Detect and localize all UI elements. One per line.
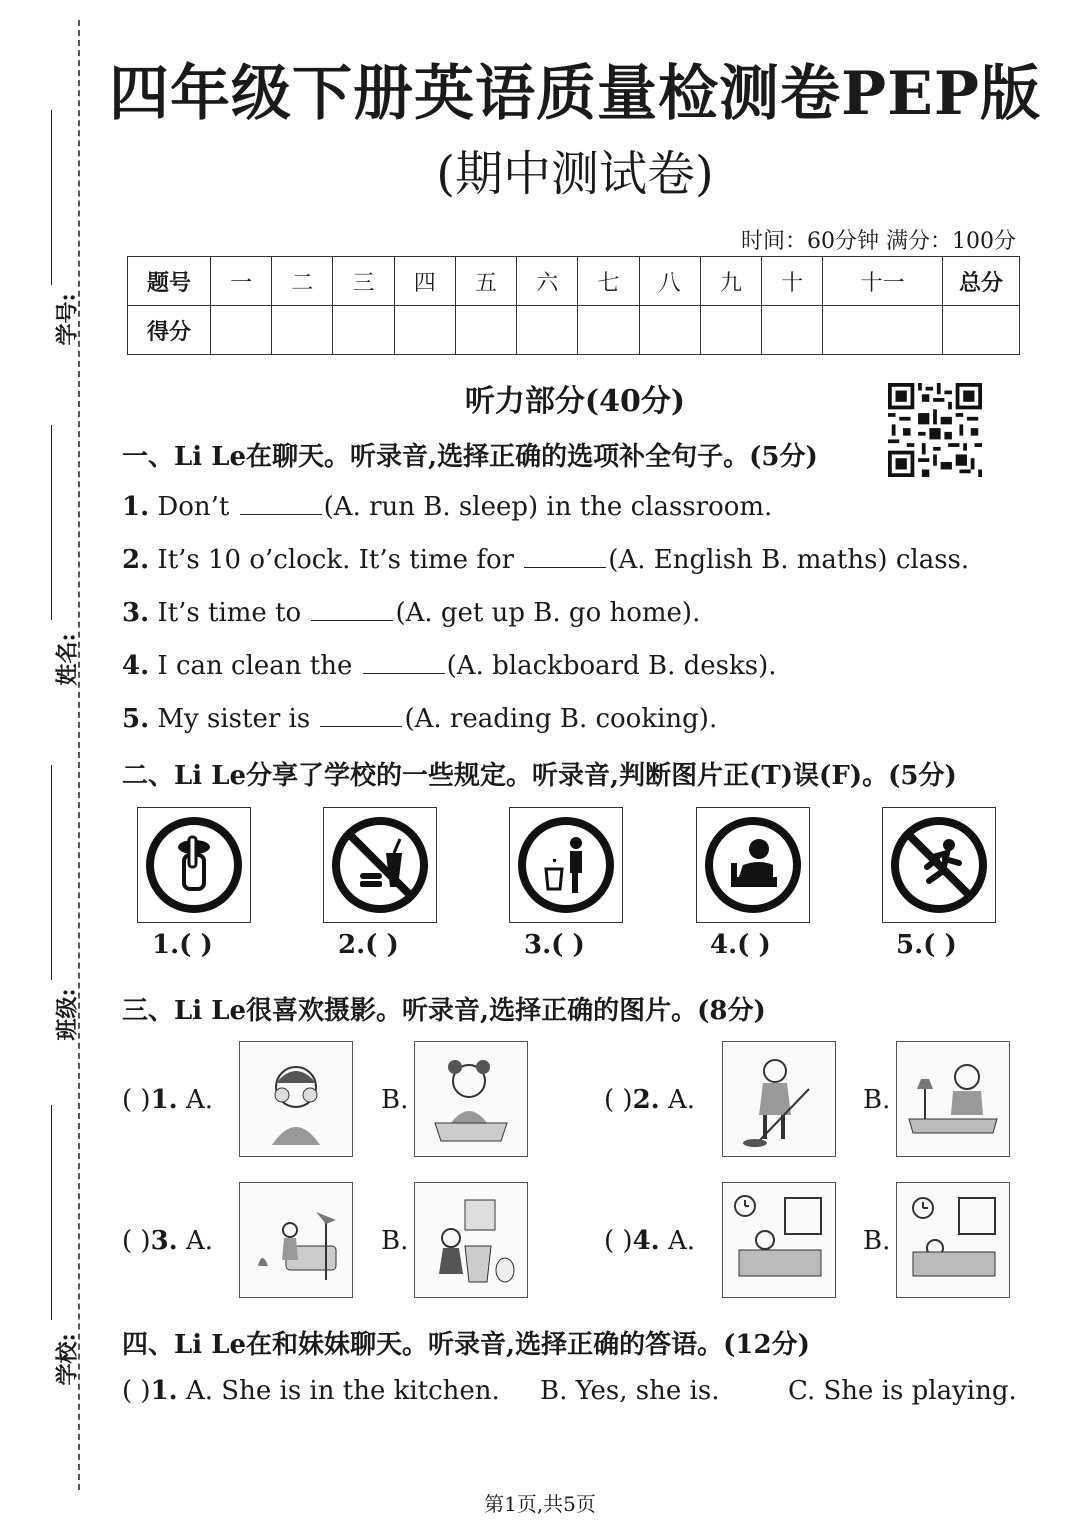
- girl-mopping-icon: [729, 1049, 829, 1149]
- sign-picture: [696, 807, 810, 923]
- boy-waking-up-icon: [729, 1190, 829, 1290]
- class-label: 班级:: [54, 988, 81, 1041]
- answer-bracket[interactable]: ( ): [122, 1226, 151, 1256]
- boy-sleeping-icon: [903, 1190, 1003, 1290]
- page-title: 四年级下册英语质量检测卷PEP版: [109, 59, 1041, 129]
- part1-question: [122, 596, 700, 628]
- answer-blank[interactable]: [320, 702, 402, 727]
- question-number: 1.: [150, 1085, 178, 1115]
- sign-picture: [509, 807, 623, 923]
- picture-option: [896, 1041, 1010, 1157]
- score-cell[interactable]: [333, 306, 394, 355]
- picture-option: [239, 1182, 353, 1298]
- girl-in-living-room-icon: [246, 1190, 346, 1290]
- sit-down-sign-icon: [703, 815, 803, 915]
- answer-blank[interactable]: [524, 543, 606, 568]
- picture-option: [722, 1182, 836, 1298]
- picture-option: [239, 1041, 353, 1157]
- option-b-label: B.: [863, 1226, 891, 1256]
- option-a: A. She is in the kitchen.: [177, 1376, 500, 1406]
- question-number-label: 题号: [128, 257, 211, 306]
- name-label: 姓名:: [54, 633, 81, 686]
- page-subtitle: (期中测试卷): [436, 146, 714, 202]
- qr-code-icon[interactable]: [888, 383, 982, 477]
- answer-bracket[interactable]: ( ): [604, 1085, 633, 1115]
- score-cell[interactable]: [823, 306, 943, 355]
- score-table: [127, 256, 1020, 355]
- question-options: (A. blackboard B. desks).: [446, 651, 777, 681]
- judge-answer-5[interactable]: 5.( ): [896, 930, 957, 960]
- class-line[interactable]: [51, 765, 52, 980]
- score-table-header-row: [128, 257, 1020, 306]
- question-number: 1.: [150, 1376, 178, 1406]
- question-number: 4.: [122, 651, 150, 681]
- score-table-score-row: [128, 306, 1020, 355]
- question-number: 1.: [122, 492, 150, 522]
- option-a-label: A.: [177, 1226, 214, 1256]
- girl-in-bathroom-icon: [421, 1190, 521, 1290]
- binding-margin: [0, 0, 100, 1528]
- score-cell[interactable]: [700, 306, 761, 355]
- option-b-label: B.: [863, 1085, 891, 1115]
- column-header: 二: [272, 257, 333, 306]
- judge-answer-4[interactable]: 4.( ): [710, 930, 771, 960]
- option-a-label: A.: [177, 1085, 214, 1115]
- score-cell[interactable]: [639, 306, 700, 355]
- sign-picture: [882, 807, 996, 923]
- part1-question: [122, 702, 717, 734]
- girl-washing-face-icon: [246, 1049, 346, 1149]
- option-b-label: B.: [381, 1085, 409, 1115]
- sign-picture: [323, 807, 437, 923]
- answer-bracket[interactable]: ( ): [122, 1376, 151, 1406]
- judge-answer-3[interactable]: 3.( ): [524, 930, 585, 960]
- answer-blank[interactable]: [363, 649, 445, 674]
- answer-bracket[interactable]: ( ): [604, 1226, 633, 1256]
- school-label: 学校:: [54, 1333, 81, 1386]
- question-number: 3.: [122, 598, 150, 628]
- question-number: 4.: [632, 1226, 660, 1256]
- choice-item: [122, 1226, 213, 1256]
- option-a-label: A.: [659, 1226, 696, 1256]
- picture-option: [414, 1041, 528, 1157]
- school-line[interactable]: [51, 1105, 52, 1320]
- question-options: (A. reading B. cooking).: [404, 704, 718, 734]
- question-text: Don’t: [149, 492, 238, 522]
- part1-question: [122, 543, 969, 575]
- answer-bracket[interactable]: ( ): [122, 1085, 151, 1115]
- column-header: 三: [333, 257, 394, 306]
- judge-answer-1[interactable]: 1.( ): [152, 930, 213, 960]
- part2-title: 二、Li Le分享了学校的一些规定。听录音,判断图片正(T)误(F)。(5分): [122, 761, 957, 791]
- sign-picture: [137, 807, 251, 923]
- score-cell[interactable]: [517, 306, 578, 355]
- score-cell[interactable]: [455, 306, 516, 355]
- column-header: 四: [394, 257, 455, 306]
- score-cell[interactable]: [394, 306, 455, 355]
- choice-item: [604, 1085, 695, 1115]
- question-options: (A. get up B. go home).: [395, 598, 701, 628]
- question-options: (A. run B. sleep) in the classroom.: [323, 492, 773, 522]
- choice-item: [604, 1226, 695, 1256]
- quiet-sign-icon: [144, 815, 244, 915]
- boy-cleaning-desk-icon: [903, 1049, 1003, 1149]
- column-header: 十一: [823, 257, 943, 306]
- score-cell[interactable]: [578, 306, 639, 355]
- question-options: (A. English B. maths) class.: [608, 545, 970, 575]
- picture-option: [722, 1041, 836, 1157]
- column-header: 七: [578, 257, 639, 306]
- column-header: 九: [700, 257, 761, 306]
- question-text: It’s time to: [149, 598, 310, 628]
- time-score-info: 时间：60分钟 满分：100分: [741, 229, 1016, 254]
- column-header: 十: [761, 257, 822, 306]
- no-food-sign-icon: [330, 815, 430, 915]
- score-cell[interactable]: [272, 306, 333, 355]
- part4-title: 四、Li Le在和妹妹聊天。听录音,选择正确的答语。(12分): [122, 1330, 810, 1360]
- cut-line: [78, 20, 80, 1490]
- girl-at-desk-icon: [421, 1049, 521, 1149]
- judge-answer-2[interactable]: 2.( ): [338, 930, 399, 960]
- question-number: 2.: [632, 1085, 660, 1115]
- option-a-label: A.: [659, 1085, 696, 1115]
- part1-title: 一、Li Le在聊天。听录音,选择正确的选项补全句子。(5分): [122, 442, 818, 472]
- no-running-sign-icon: [889, 815, 989, 915]
- student-id-label: 学号:: [54, 293, 81, 346]
- picture-option: [414, 1182, 528, 1298]
- column-header: 五: [455, 257, 516, 306]
- question-text: My sister is: [149, 704, 319, 734]
- total-score-label: 总分: [943, 257, 1020, 306]
- question-number: 5.: [122, 704, 150, 734]
- option-c: C. She is playing.: [788, 1376, 1017, 1406]
- answer-blank[interactable]: [311, 596, 393, 621]
- question-number: 3.: [150, 1226, 178, 1256]
- question-number: 2.: [122, 545, 150, 575]
- score-cell[interactable]: [943, 306, 1020, 355]
- question-text: I can clean the: [149, 651, 361, 681]
- listening-section-title: 听力部分(40分): [464, 384, 686, 419]
- part1-question: [122, 649, 777, 681]
- answer-blank[interactable]: [240, 490, 322, 515]
- litter-bin-sign-icon: [516, 815, 616, 915]
- column-header: 一: [211, 257, 272, 306]
- student-id-line[interactable]: [51, 110, 52, 285]
- part1-question: [122, 490, 772, 522]
- option-b-label: B.: [381, 1226, 409, 1256]
- picture-option: [896, 1182, 1010, 1298]
- column-header: 六: [517, 257, 578, 306]
- option-b: B. Yes, she is.: [540, 1376, 720, 1406]
- score-row-label: 得分: [128, 306, 211, 355]
- score-cell[interactable]: [761, 306, 822, 355]
- score-cell[interactable]: [211, 306, 272, 355]
- question-text: It’s 10 o’clock. It’s time for: [149, 545, 523, 575]
- choice-item: [122, 1085, 213, 1115]
- part3-title: 三、Li Le很喜欢摄影。听录音,选择正确的图片。(8分): [122, 996, 766, 1026]
- name-line[interactable]: [51, 425, 52, 620]
- page-number: 第1页,共5页: [484, 1492, 596, 1516]
- part4-question: [122, 1376, 500, 1406]
- column-header: 八: [639, 257, 700, 306]
